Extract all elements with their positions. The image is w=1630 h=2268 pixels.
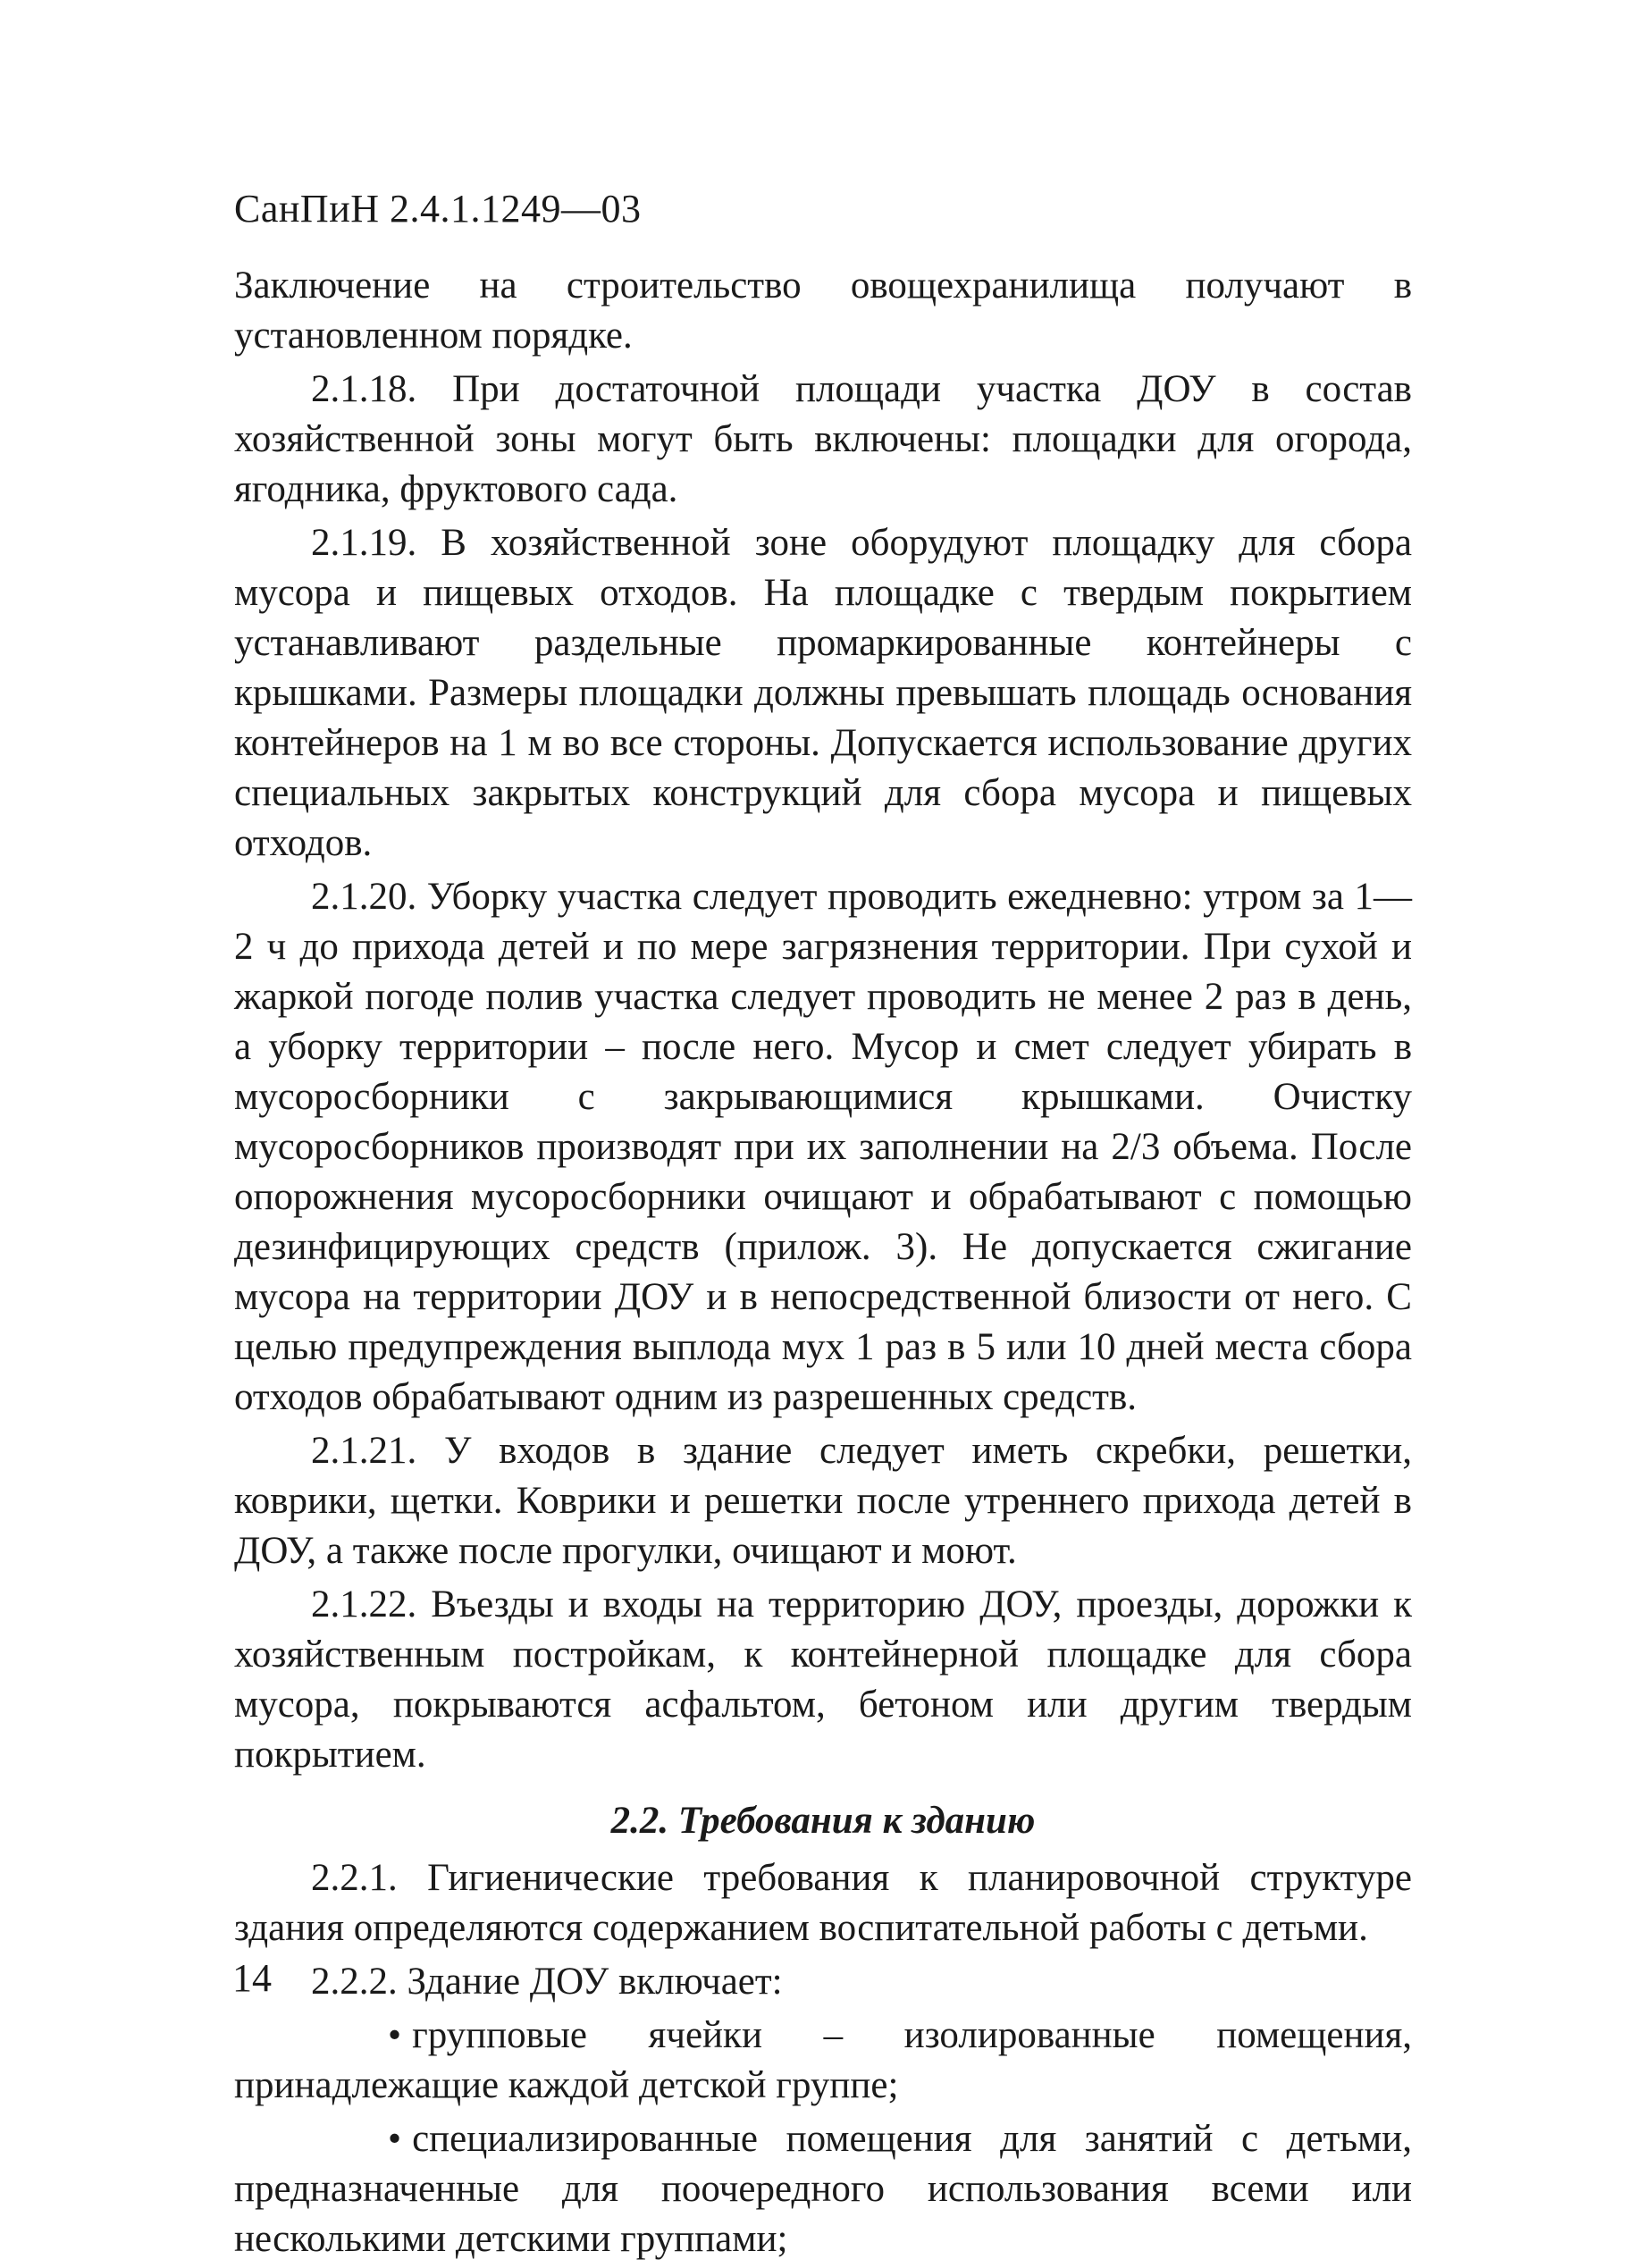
bullet-icon: • (388, 2014, 402, 2056)
paragraph-continuation: Заключение на строительство овощехранилища получают в установленном порядке. (234, 265, 1412, 357)
paragraph-2-2-2: 2.2.2. Здание ДОУ включает: (311, 1961, 783, 2003)
paragraph-2-1-22: 2.1.22. Въезды и входы на территорию ДОУ, проезды, дорожки к хозяйственным постройкам, к контейнерной площадке для сбора мусора, покрываются асфальтом, бетоном или другим твердым покрытием. (234, 1583, 1412, 1776)
document-body (234, 261, 1412, 2268)
bullet-icon: • (388, 2118, 402, 2160)
paragraph-2-1-20: 2.1.20. Уборку участка следует проводить ежедневно: утром за 1—2 ч до прихода детей и по мере загрязнения территории. При сухой и жаркой погоде полив участка следует проводить не менее 2 раз в день, а уборку территории – после него. Мусор и смет следует убирать в мусоросборники с закрывающимися крышками. Очистку мусоросборников производят при их заполнении на 2/3 объема. После опорожнения мусоросборники очищают и обрабатывают с помощью дезинфицирующих средств (прилож. 3). Не допускается сжигание мусора на территории ДОУ и в непосредственной близости от него. С целью предупреждения выплода мух 1 раз в 5 или 10 дней места сбора отходов обрабатывают одним из разрешенных средств. (234, 876, 1412, 1418)
bullet-item (234, 2011, 1412, 2111)
page-number: 14 (232, 1956, 272, 2000)
paragraph-2-1-18: 2.1.18. При достаточной площади участка ДОУ в состав хозяйственной зоны могут быть включены: площадки для огорода, ягодника, фруктового сада. (234, 368, 1412, 510)
section-title: 2.2. Требования к зданию (610, 1800, 1036, 1842)
document-header: СанПиН 2.4.1.1249—03 (234, 187, 642, 231)
paragraph-2-2-1: 2.2.1. Гигиенические требования к планировочной структуре здания определяются содержанием воспитательной работы с детьми. (234, 1857, 1412, 1949)
paragraph-2-1-19: 2.1.19. В хозяйственной зоне оборудуют площадку для сбора мусора и пищевых отходов. На площадке с твердым покрытием устанавливают раздельные промаркированные контейнеры с крышками. Размеры площадки должны превышать площадь основания контейнеров на 1 м во все стороны. Допускается использование других специальных закрытых конструкций для сбора мусора и пищевых отходов. (234, 522, 1412, 864)
bullet-text: специализированные помещения для занятий с детьми, предназначенные для поочередного использования всеми или несколькими детскими группами; (234, 2118, 1412, 2260)
bullet-text: групповые ячейки – изолированные помещения, принадлежащие каждой детской группе; (234, 2014, 1412, 2106)
bullet-item (234, 2114, 1412, 2264)
paragraph-2-1-21: 2.1.21. У входов в здание следует иметь скребки, решетки, коврики, щетки. Коврики и решетки после утреннего прихода детей в ДОУ, а также после прогулки, очищают и моют. (234, 1430, 1412, 1572)
